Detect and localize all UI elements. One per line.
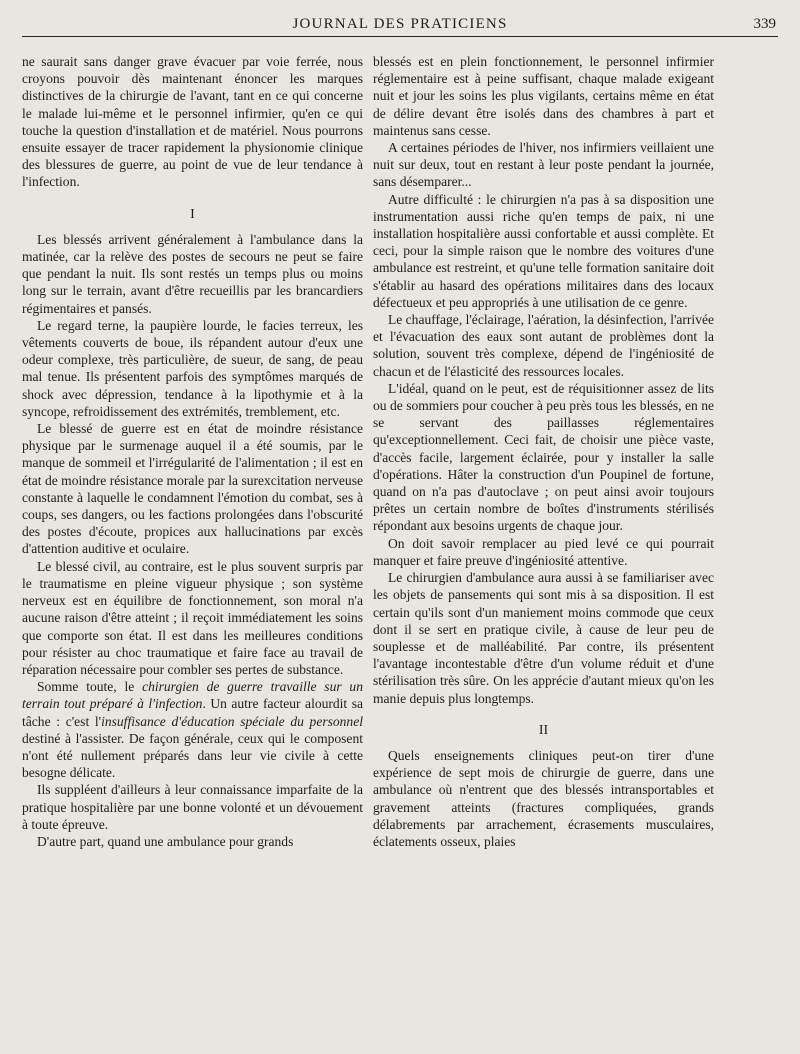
page-number: 339 [753, 16, 776, 32]
paragraph: On doit savoir remplacer au pied levé ce qui pourrait manquer et faire preuve d'ingéniosité attentive. [373, 535, 714, 568]
paragraph: L'idéal, quand on le peut, est de réquisitionner assez de lits ou de sommiers pour coucher à peu près tous les blessés, en ne se servant des paillasses réglementaires qu'exceptionnellement. Ceci fait, de choisir une pièce vaste, d'accès facile, largement éclairée, pour y installer la salle d'opérations. Hâter la construction d'un Poupinel de fortune, quand on n'a pas d'autoclave ; on peut ainsi avoir toujours prêtes un certain nombre de boîtes d'instruments stérilisés répondant aux besoins urgents de chaque jour. [373, 380, 714, 534]
paragraph: blessés est en plein fonctionnement, le personnel infirmier réglementaire est à peine suffisant, chaque malade exigeant nuit et jour les soins les plus vigilants, certains même en état de délire devant être isolés dans des chambres à part et maintenus sans cesse. [373, 54, 714, 138]
right-column [373, 53, 714, 850]
section-heading: I [190, 206, 195, 222]
paragraph: Quels enseignements cliniques peut-on tirer d'une expérience de sept mois de chirurgie de guerre, dans une ambulance où n'entrent que des blessés intransportables et gravement atteints (fractures compliquées, grands délabrements par arrachement, écrasements musculaires, éclatements osseux, plaies [373, 747, 714, 849]
paragraph: Le chauffage, l'éclairage, l'aération, la désinfection, l'arrivée et l'évacuation des eaux sont autant de problèmes dont la solution, souvent très complexe, dépend de l'ingéniosité de chacun et de l'élasticité des ressources locales. [373, 312, 714, 379]
paragraph: Autre difficulté : le chirurgien n'a pas à sa disposition une instrumentation aussi riche qu'en temps de paix, ni une installation hospitalière aussi confortable et aussi complète. Et ceci, pour la simple raison que le nombre des voitures d'une ambulance est restreint, et qu'une telle formation sanitaire doit s'établir au hasard des opérations militaires dans des locaux défectueux et peu appropriés à une utilisation de ce genre. [373, 191, 714, 310]
text-run: destiné à l'assister. De façon générale, ceux qui le composent n'ont été nullement préparés dans leur vie civile à cette besogne délicate. [22, 730, 363, 781]
paragraph: ne saurait sans danger grave évacuer par voie ferrée, nous croyons pouvoir dès maintenant énoncer les marques distinctives de la chirurgie de l'avant, tant en ce qui concerne le malade lui-même et le personnel infirmier, qu'en ce qui touche la question d'installation et de matériel. Nous pourrons ensuite essayer de tracer rapidement la physionomie clinique des blessures de guerre, au point de vue de leur tendance à l'infection. [22, 54, 363, 190]
journal-title: JOURNAL DES PRATICIENS [292, 16, 508, 32]
text-run: Somme toute, le [37, 679, 143, 695]
paragraph: Le blessé civil, au contraire, est le plus souvent surpris par le traumatisme en pleine vigueur physique ; son système nerveux est en équilibre de fonctionnement, son moral n'a aucune raison d'être atteint ; il reçoit immédiatement les soins que comporte son état. Il est dans les meilleures conditions pour résister au choc traumatique et faire face au travail de réparation nécessaire pour combler ses pertes de substance. [22, 558, 363, 677]
paragraph [22, 678, 363, 781]
paragraph: Ils suppléent d'ailleurs à leur connaissance imparfaite de la pratique hospitalière par une bonne volonté et un dévouement à toute épreuve. [22, 782, 363, 832]
paragraph: Le regard terne, la paupière lourde, le facies terreux, les vêtements couverts de boue, ils répandent autour d'eux une odeur complexe, très particulière, de sueur, de sang, de peau mal tenue. Ils présentent parfois des symptômes marqués de shock avec dépression, tendance à la lipothymie et à la syncope, refroidissement des extrémités, tremblement, etc. [22, 317, 363, 419]
paragraph: Le chirurgien d'ambulance aura aussi à se familiariser avec les objets de pansements qui sont mis à sa disposition. Il est certain qu'ils sont d'un maniement moins commode que ceux dont il se sert en pratique civile, à cause de leur peu de souplesse et de malléabilité. Par contre, ils présentent l'avantage incontestable d'être d'un volume réduit et d'une stérilisation très sûre. On les apprécie d'autant mieux qu'on les manie depuis plus longtemps. [373, 570, 714, 706]
paragraph: A certaines périodes de l'hiver, nos infirmiers veillaient une nuit sur deux, tout en restant à leur poste pendant la journée, sans désemparer... [373, 140, 714, 190]
paragraph: Le blessé de guerre est en état de moindre résistance physique par le surmenage auquel il a été soumis, par le manque de sommeil et l'irrégularité de l'alimentation ; il est en état de moindre résistance morale par la surexcitation nerveuse constante à laquelle le condamnent l'émotion du combat, ses à coups, ses dangers, ou les factions prolongées dans l'obscurité des postes d'écoute, propices aux hallucinations par excès d'attention auditive et oculaire. [22, 421, 363, 557]
italic-emphasis: insuffisance d'éducation spéciale du personnel [101, 713, 363, 729]
paragraph: D'autre part, quand une ambulance pour grands [37, 833, 294, 849]
paragraph: Les blessés arrivent généralement à l'ambulance dans la matinée, car la relève des postes de secours ne peut se faire que pendant la nuit. Ils sont restés un temps plus ou moins long sur le terrain, avant d'être recueillis par les brancardiers régimentaires et pansés. [22, 231, 363, 316]
section-heading: II [538, 722, 549, 738]
text-run: . Un autre facteur alourdit sa tâche : c'est l' [22, 696, 363, 729]
page-header [22, 14, 778, 37]
left-column [22, 53, 363, 850]
italic-emphasis: chirurgien de guerre travaille sur un terrain tout préparé à l'infection [22, 679, 363, 712]
